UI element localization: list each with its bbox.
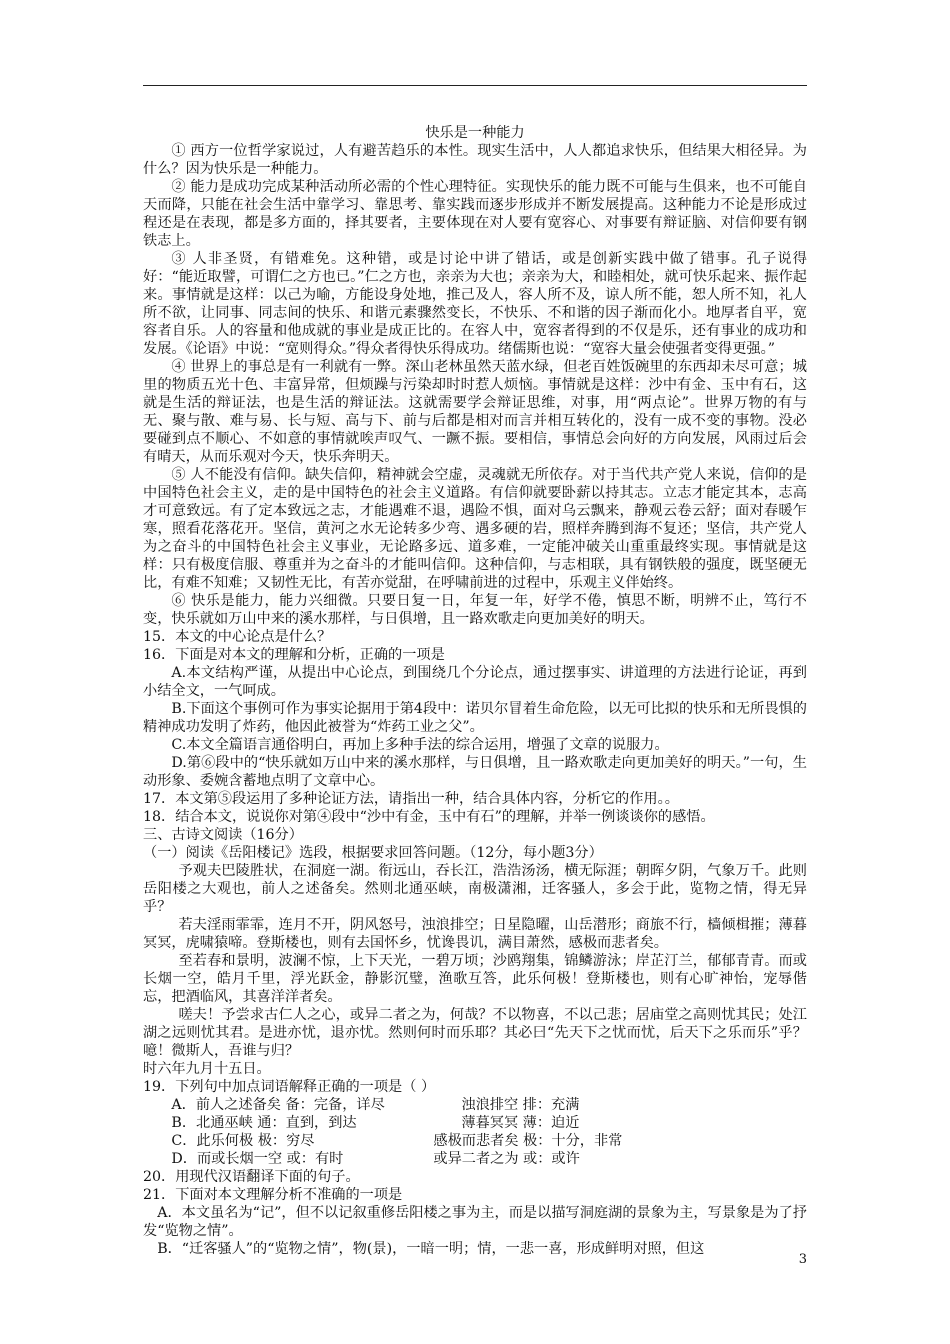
option-left: B．北通巫峡 通：直到，到达	[171, 1115, 357, 1131]
sub-section-one-heading: （一）阅读《岳阳楼记》选段，根据要求回答问题。（12分，每小题3分）	[143, 845, 603, 861]
question-15: 15．本文的中心论点是什么？	[143, 629, 332, 645]
paragraph-1: ① 西方一位哲学家说过，人有避苦趋乐的本性。现实生活中，人人都追求快乐，但结果大相径异。为什么？因为快乐是一种能力。	[143, 143, 807, 177]
paragraph-6: ⑥ 快乐是能力，能力兴细微。只要日复一日，年复一年，好学不倦，慎思不断，明辨不止，笃行不变，快乐就如万山中来的溪水那样，与日俱增，且一路欢歌走向更加美好的明天。	[143, 593, 807, 627]
question-19: 19．下列句中加点词语解释正确的一项是（ ）	[143, 1079, 436, 1095]
option-right: 薄暮冥冥 薄：迫近	[461, 1115, 580, 1131]
question-16-option-c: C.本文全篇语言通俗明白，再加上多种手法的综合运用，增强了文章的说服力。	[171, 737, 669, 753]
paragraph-2: ② 能力是成功完成某种活动所必需的个性心理特征。实现快乐的能力既不可能与生俱来，也不可能自天而降，只能在社会生活中靠学习、靠思考、靠实践而逐步形成并不断发展提高。这种能力不论是形成过程还是在表现，都是多方面的，择其要者，主要体现在对人要有宽容心、对事要有辩证脑、对信仰要有钢铁志上。	[143, 179, 807, 249]
document-body	[143, 124, 807, 1258]
header-rule	[143, 85, 807, 86]
option-right: 浊浪排空 排：充满	[461, 1097, 580, 1113]
question-16-option-d: D.第⑥段中的“快乐就如万山中来的溪水那样，与日俱增，且一路欢歌走向更加美好的明天。”一句，生动形象、委婉含蓄地点明了文章中心。	[143, 755, 807, 789]
date-line: 时六年九月十五日。	[143, 1061, 271, 1077]
question-19-option-c	[143, 1132, 807, 1150]
classical-paragraph-2: 若夫淫雨霏霏，连月不开，阴风怒号，浊浪排空；日星隐曜，山岳潜形；商旅不行，樯倾楫摧；薄暮冥冥，虎啸猿啼。登斯楼也，则有去国怀乡，忧谗畏讥，满目萧然，感极而悲者矣。	[143, 917, 807, 951]
page-number: 3	[798, 1252, 807, 1267]
question-20: 20．用现代汉语翻译下面的句子。	[143, 1169, 360, 1185]
paragraph-4: ④ 世界上的事总是有一利就有一弊。深山老林虽然天蓝水绿，但老百姓饭碗里的东西却未尽可意；城里的物质五光十色、丰富异常，但烦躁与污染却时时惹人烦恼。事情就是这样：沙中有金、玉中有石，这就是生活的辩证法，也是生活的辩证法。这就需要学会辩证思维，对事，用“两点论”。世界万物的有与无、聚与散、难与易、长与短、高与下、前与后都是相对而言并相互转化的，没有一成不变的事物。没必要碰到点不顺心、不如意的事情就唉声叹气、一蹶不振。要相信，事情总会向好的方向发展，风雨过后会有晴天，从而乐观对今天，快乐奔明天。	[143, 359, 807, 465]
option-left: A．前人之述备矣 备：完备，详尽	[171, 1097, 385, 1113]
question-16-option-a: A.本文结构严谨，从提出中心论点，到围绕几个分论点，通过摆事实、讲道理的方法进行论证，再到小结全文，一气呵成。	[143, 665, 807, 699]
classical-paragraph-1: 予观夫巴陵胜状，在洞庭一湖。衔远山，吞长江，浩浩汤汤，横无际涯；朝晖夕阴，气象万千。此则岳阳楼之大观也，前人之述备矣。然则北通巫峡，南极潇湘，迁客骚人，多会于此，览物之情，得无异乎？	[143, 863, 807, 915]
question-21: 21．下面对本文理解分析不准确的一项是	[143, 1187, 403, 1203]
question-19-option-b	[143, 1114, 807, 1132]
question-19-option-d	[143, 1150, 807, 1168]
question-21-option-a: A．本文虽名为“记”，但不以记叙重修岳阳楼之事为主，而是以描写洞庭湖的景象为主，写景象是为了抒发“览物之情”。	[143, 1205, 807, 1239]
option-right: 或异二者之为 或：或许	[433, 1151, 580, 1167]
paragraph-5: ⑤ 人不能没有信仰。缺失信仰，精神就会空虚，灵魂就无所依存。对于当代共产党人来说，信仰的是中国特色社会主义，走的是中国特色的社会主义道路。有信仰就要卧薪以持其志。立志才能定其本，志高才可意致远。有了定本致远之志，才能遇难不退，遇险不惧，面对乌云飘来，静观云卷云舒；面对春暖乍寒，照看花落花开。坚信，黄河之水无论转多少弯、遇多硬的岩，照样奔腾到海不复还；坚信，共产党人为之奋斗的中国特色社会主义事业，无论路多远、道多难，一定能冲破关山重重最终实现。事情就是这样：只有极度信服、尊重并为之奋斗的才能叫信仰。这种信仰，与志相联，具有钢铁般的强度，既坚硬无比，有难不知难；又韧性无比，有苦亦觉甜，在呼啸前进的过程中，乐观主义伴始终。	[143, 467, 807, 591]
paragraph-3: ③ 人非圣贤，有错难免。这种错，或是讨论中讲了错话，或是创新实践中做了错事。孔子说得好：“能近取譬，可谓仁之方也已。”仁之方也，亲亲为大也；亲亲为大，和睦相处，就可快乐起来、振作起来。事情就是这样：以己为喻，方能设身处地，推己及人，容人所不及，谅人所不能，恕人所不知，礼人所不欲，让同事、同志间的快乐、和谐元素骤然变长，不快乐、不和谐的因子渐而化小。地厚者自平，宽容者自乐。人的容量和他成就的事业是成正比的。在容人中，宽容者得到的不仅是乐，还有事业的成功和发展。《论语》中说：“宽则得众。”得众者得快乐得成功。绪儒斯也说：“宽容大量会使强者变得更强。”	[143, 251, 807, 357]
classical-paragraph-3: 至若春和景明，波澜不惊，上下天光，一碧万顷；沙鸥翔集，锦鳞游泳；岸芷汀兰，郁郁青青。而或长烟一空，皓月千里，浮光跃金，静影沉璧，渔歌互答，此乐何极！登斯楼也，则有心旷神怡，宠辱偕忘，把酒临风，其喜洋洋者矣。	[143, 953, 807, 1005]
option-right: 感极而悲者矣 极：十分，非常	[433, 1133, 623, 1149]
question-18: 18．结合本文，说说你对第④段中“沙中有金，玉中有石”的理解，并举一例谈谈你的感悟。	[143, 809, 715, 825]
question-21-option-b: B．“迁客骚人”的“览物之情”，物(景)，一暗一明；情，一悲一喜，形成鲜明对照，但这	[157, 1241, 705, 1257]
classical-paragraph-4: 嗟夫！予尝求古仁人之心，或异二者之为，何哉？不以物喜，不以己悲；居庙堂之高则忧其民；处江湖之远则忧其君。是进亦忧，退亦忧。然则何时而乐耶？其必曰“先天下之忧而忧，后天下之乐而乐”乎？噫！微斯人，吾谁与归？	[143, 1007, 807, 1059]
question-19-option-a	[143, 1096, 807, 1114]
option-left: C．此乐何极 极：穷尽	[171, 1133, 315, 1149]
question-16-option-b: B.下面这个事例可作为事实论据用于第4段中：诺贝尔冒着生命危险，以无可比拟的快乐和无所畏惧的精神成功发明了炸药，他因此被誉为“炸药工业之父”。	[143, 701, 807, 735]
option-left: D．而或长烟一空 或：有时	[171, 1151, 344, 1167]
section-three-heading: 三、古诗文阅读（16分）	[143, 827, 303, 843]
article-title: 快乐是一种能力	[425, 125, 525, 141]
question-16: 16．下面是对本文的理解和分析，正确的一项是	[143, 647, 445, 663]
question-17: 17．本文第⑤段运用了多种论证方法，请指出一种，结合具体内容，分析它的作用。。	[143, 791, 679, 807]
